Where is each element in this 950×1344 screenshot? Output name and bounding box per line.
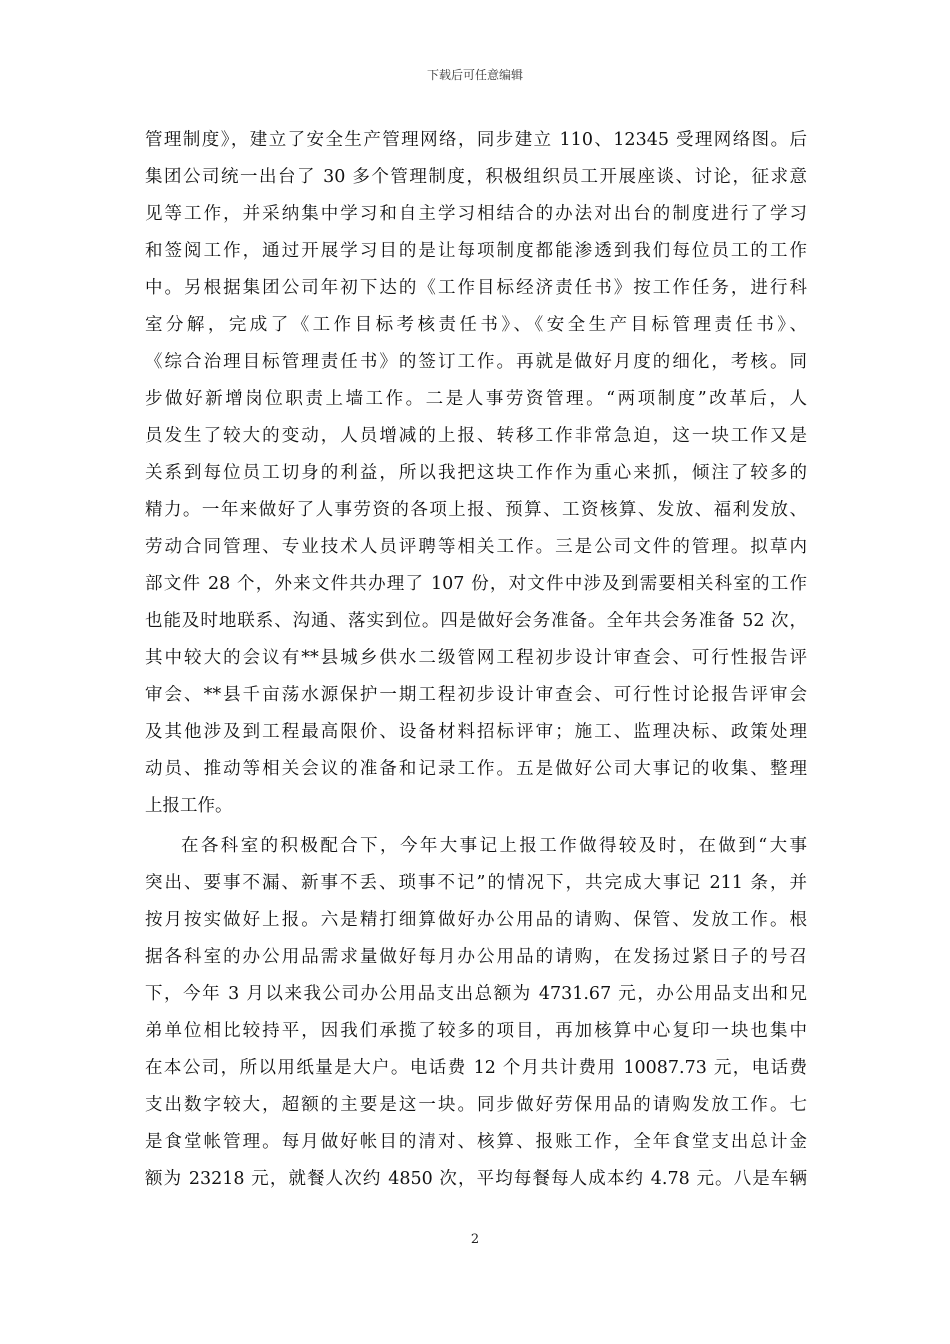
text-line: 室分解，完成了《工作目标考核责任书》、《安全生产目标管理责任书》、 [145, 315, 807, 335]
text-line: 动员、推动等相关会议的准备和记录工作。五是做好公司大事记的收集、整理 [145, 759, 807, 779]
text-line: 见等工作，并采纳集中学习和自主学习相结合的办法对出台的制度进行了学习 [145, 204, 807, 224]
text-line: 步做好新增岗位职责上墙工作。二是人事劳资管理。“两项制度”改革后，人 [145, 389, 807, 409]
text-line: 管理制度》，建立了安全生产管理网络，同步建立 110、12345 受理网络图。后 [145, 130, 807, 150]
text-line: 额为 23218 元，就餐人次约 4850 次，平均每餐每人成本约 4.78 元。八是车辆 [145, 1169, 807, 1189]
text-line: 集团公司统一出台了 30 多个管理制度，积极组织员工开展座谈、讨论，征求意 [145, 167, 807, 187]
text-line: 支出数字较大，超额的主要是这一块。同步做好劳保用品的请购发放工作。七 [145, 1095, 807, 1115]
text-line: 是食堂帐管理。每月做好帐目的清对、核算、报账工作，全年食堂支出总计金 [145, 1132, 807, 1152]
text-line: 在各科室的积极配合下，今年大事记上报工作做得较及时，在做到“大事 [181, 836, 807, 856]
text-line: 及其他涉及到工程最高限价、设备材料招标评审；施工、监理决标、政策处理 [145, 722, 807, 742]
text-line: 员发生了较大的变动，人员增减的上报、转移工作非常急迫，这一块工作又是 [145, 426, 807, 446]
body-text [145, 122, 807, 1198]
text-line: 审会、**县千亩荡水源保护一期工程初步设计审查会、可行性讨论报告评审会 [145, 685, 807, 705]
text-line: 《综合治理目标管理责任书》的签订工作。再就是做好月度的细化，考核。同 [145, 352, 807, 372]
paragraph-1 [145, 122, 807, 825]
text-line: 下，今年 3 月以来我公司办公用品支出总额为 4731.67 元，办公用品支出和兄 [145, 984, 807, 1004]
text-line: 关系到每位员工切身的利益，所以我把这块工作作为重心来抓，倾注了较多的 [145, 463, 807, 483]
text-line: 部文件 28 个，外来文件共办理了 107 份，对文件中涉及到需要相关科室的工作 [145, 574, 807, 594]
text-line: 也能及时地联系、沟通、落实到位。四是做好会务准备。全年共会务准备 52 次， [145, 611, 807, 631]
text-line: 按月按实做好上报。六是精打细算做好办公用品的请购、保管、发放工作。根 [145, 910, 807, 930]
text-line: 据各科室的办公用品需求量做好每月办公用品的请购，在发扬过紧日子的号召 [145, 947, 807, 967]
paragraph-2 [145, 828, 807, 1198]
text-line: 其中较大的会议有**县城乡供水二级管网工程初步设计审查会、可行性报告评 [145, 648, 807, 668]
text-line: 上报工作。 [145, 796, 233, 816]
text-line: 劳动合同管理、专业技术人员评聘等相关工作。三是公司文件的管理。拟草内 [145, 537, 807, 557]
text-line: 弟单位相比较持平，因我们承揽了较多的项目，再加核算中心复印一块也集中 [145, 1021, 807, 1041]
text-line: 突出、要事不漏、新事不丢、琐事不记”的情况下，共完成大事记 211 条，并 [145, 873, 807, 893]
text-line: 在本公司，所以用纸量是大户。电话费 12 个月共计费用 10087.73 元，电话费 [145, 1058, 807, 1078]
text-line: 中。另根据集团公司年初下达的《工作目标经济责任书》按工作任务，进行科 [145, 278, 807, 298]
text-line: 精力。一年来做好了人事劳资的各项上报、预算、工资核算、发放、福利发放、 [145, 500, 807, 520]
page-header-note: 下载后可任意编辑 [426, 68, 523, 82]
text-line: 和签阅工作，通过开展学习目的是让每项制度都能渗透到我们每位员工的工作 [145, 241, 807, 261]
page-number: 2 [470, 1232, 480, 1247]
